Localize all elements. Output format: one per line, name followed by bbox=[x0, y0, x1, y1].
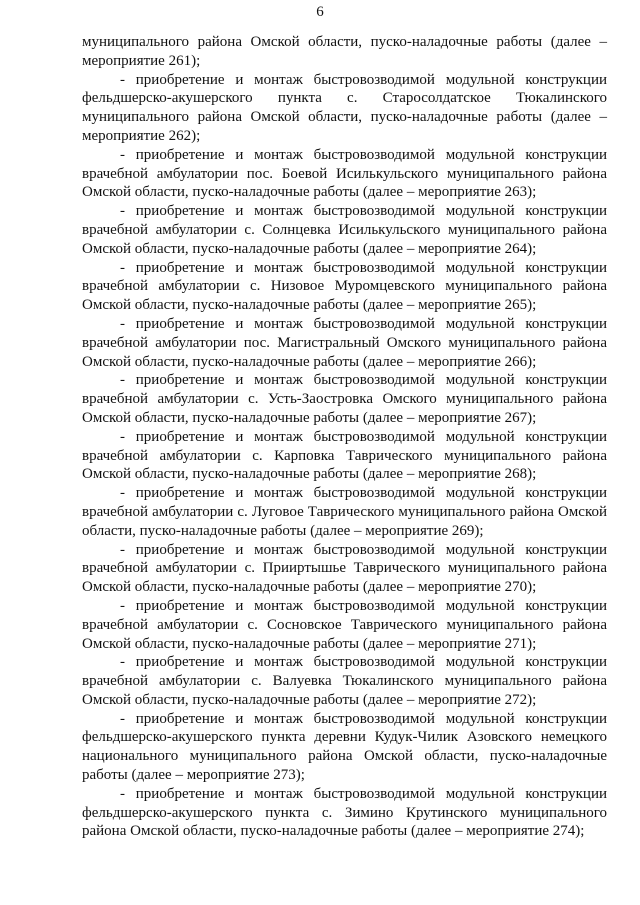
list-item: - приобретение и монтаж быстровозводимой модульной конструкции фельдшерско-акушерского пункта деревни Кудук-Чилик Азовского немецкого национального муниципального района Омской области, пуско-наладочные работы (далее – мероприятие 273); bbox=[82, 710, 607, 784]
list-item: - приобретение и монтаж быстровозводимой модульной конструкции врачебной амбулатории с. Прииртышье Таврического муниципального района Омской области, пуско-наладочные работы (далее – мероприятие 270); bbox=[82, 541, 607, 596]
list-item: - приобретение и монтаж быстровозводимой модульной конструкции врачебной амбулатории с. Луговое Таврического муниципального района Омской области, пуско-наладочные работы (далее – мероприятие 269); bbox=[82, 485, 607, 539]
list-item: - приобретение и монтаж быстровозводимой модульной конструкции врачебной амбулатории с. Солнцевка Исилькульского муниципального района Омской области, пуско-наладочные работы (далее – мероприятие 264); bbox=[82, 203, 607, 257]
paragraph-lead: муниципального района Омской области, пуско-наладочные работы (далее – мероприятие 261); bbox=[82, 34, 607, 69]
list-item: - приобретение и монтаж быстровозводимой модульной конструкции фельдшерско-акушерского пункта с. Старосолдатское Тюкалинского муниципального района Омской области, пуско-наладочные работы (далее – мероприятие 262); bbox=[82, 71, 607, 144]
list-item: - приобретение и монтаж быстровозводимой модульной конструкции врачебной амбулатории с. Валуевка Тюкалинского муниципального района Омской области, пуско-наладочные работы (далее – мероприятие 272); bbox=[82, 654, 607, 708]
list-item: - приобретение и монтаж быстровозводимой модульной конструкции врачебной амбулатории пос. Боевой Исилькульского муниципального района Омской области, пуско-наладочные работы (далее – мероприятие 263); bbox=[82, 146, 607, 201]
list-item: - приобретение и монтаж быстровозводимой модульной конструкции врачебной амбулатории с. Карповка Таврического муниципального района Омской области, пуско-наладочные работы (далее – мероприятие 268); bbox=[82, 428, 607, 483]
list-item: - приобретение и монтаж быстровозводимой модульной конструкции врачебной амбулатории пос. Магистральный Омского муниципального района Омской области, пуско-наладочные работы (далее – мероприятие 266); bbox=[82, 315, 607, 370]
document-body bbox=[82, 33, 607, 841]
list-item: - приобретение и монтаж быстровозводимой модульной конструкции врачебной амбулатории с. Низовое Муромцевского муниципального района Омской области, пуско-наладочные работы (далее – мероприятие 265); bbox=[82, 259, 607, 314]
page-number: 6 bbox=[316, 4, 324, 20]
list-item: - приобретение и монтаж быстровозводимой модульной конструкции врачебной амбулатории с. Усть-Заостровка Омского муниципального района Омской области, пуско-наладочные работы (далее – мероприятие 267); bbox=[82, 372, 607, 426]
list-item: - приобретение и монтаж быстровозводимой модульной конструкции врачебной амбулатории с. Сосновское Таврического муниципального района Омской области, пуско-наладочные работы (далее – мероприятие 271); bbox=[82, 597, 607, 652]
list-item: - приобретение и монтаж быстровозводимой модульной конструкции фельдшерско-акушерского пункта с. Зимино Крутинского муниципального района Омской области, пуско-наладочные работы (далее – мероприятие 274); bbox=[82, 785, 607, 840]
